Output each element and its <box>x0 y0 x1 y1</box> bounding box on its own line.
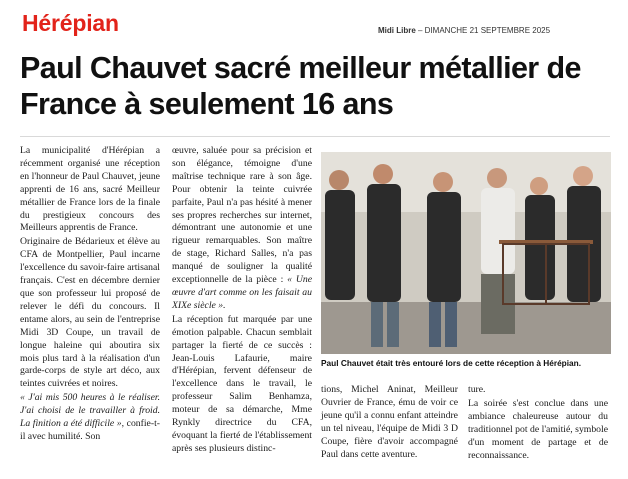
issue-date: – DIMANCHE 21 SEPTEMBRE 2025 <box>415 26 551 35</box>
headline: Paul Chauvet sacré meilleur métallier de France à seulement 16 ans <box>20 51 581 121</box>
column-4 <box>468 384 608 463</box>
event-photo <box>321 152 611 354</box>
paragraph: tions, Michel Aninat, Meilleur Ouvrier de France, ému de voir ce jeune qu'il a connu enfant atteindre un tel niveau, l'équipe de Midi 3 D Coupe, fière d'avoir accompagné Paul dans cette aventure. <box>321 384 458 460</box>
paragraph <box>172 145 312 313</box>
quote: « Une œuvre d'art comme on les faisait au XIXe siècle ». <box>172 274 313 311</box>
column-3 <box>321 384 458 462</box>
quote-tail: , confie-t-il avec humilité. Son <box>20 418 160 442</box>
section-kicker: Hérépian <box>22 10 119 36</box>
column-2 <box>172 145 312 457</box>
group-photo-illustration <box>321 152 611 354</box>
photo-caption: Paul Chauvet était très entouré lors de cette réception à Hérépian. <box>321 358 582 368</box>
masthead <box>378 26 550 35</box>
paragraph-text: œuvre, saluée pour sa précision et son élégance, témoigne d'une maîtrise technique rare à son âge. Pour obtenir la teinte cuivrée parfaite, Paul n'a pas hésité à mener ses propres recherches sur internet, démontrant une autonomie et une rigueur remarquables. Son maître de stage, Richard Salles, n'a pas manqué de souligner la qualité exceptionnelle de la pièce : <box>172 145 312 286</box>
paragraph: ture. <box>468 384 486 395</box>
column-1 <box>20 145 160 445</box>
paragraph: Originaire de Bédarieux et élève au CFA de Montpellier, Paul incarne l'excellence du savoir-faire artisanal français. C'est en décembre dernier que son professeur lui proposé de relever le défi du concours. Il entame alors, au sein de l'entreprise Midi 3D Coupe, un travail de longue haleine qui aboutira six mois plus tard à la réalisation d'un garde-corps de style art déco, aux teintes cuivrées et noires. <box>20 236 160 390</box>
paragraph: La réception fut marquée par une émotion palpable. Chacun semblait partager la fierté de ce succès : Jean-Louis Lafaurie, maire d'Hérépian, fervent défenseur de l'excellence dans le travail, le professeur Salim Benhamza, moteur de sa démarche, Mme Rynkly directrice du CFA, évoquant la fierté de l'établissement après ses plusieurs distinc- <box>172 313 312 454</box>
paragraph: La soirée s'est conclue dans une ambiance chaleureuse autour du traditionnel pot de l'amitié, symbole d'un moment de partage et de reconnaissance. <box>468 397 608 461</box>
quote: « J'ai mis 500 heures à le réaliser. J'ai choisi de le travailler à froid. La finition a été difficile » <box>20 392 160 430</box>
paragraph: La municipalité d'Hérépian a récemment organisé une réception en l'honneur de Paul Chauvet, jeune apprenti de 16 ans, sacré Meilleur métallier de France lors de la finale du prestigieux concours des Meilleurs apprentis de France. <box>20 145 160 234</box>
divider <box>20 136 610 137</box>
paragraph <box>20 392 160 444</box>
paper-name: Midi Libre <box>378 26 416 35</box>
